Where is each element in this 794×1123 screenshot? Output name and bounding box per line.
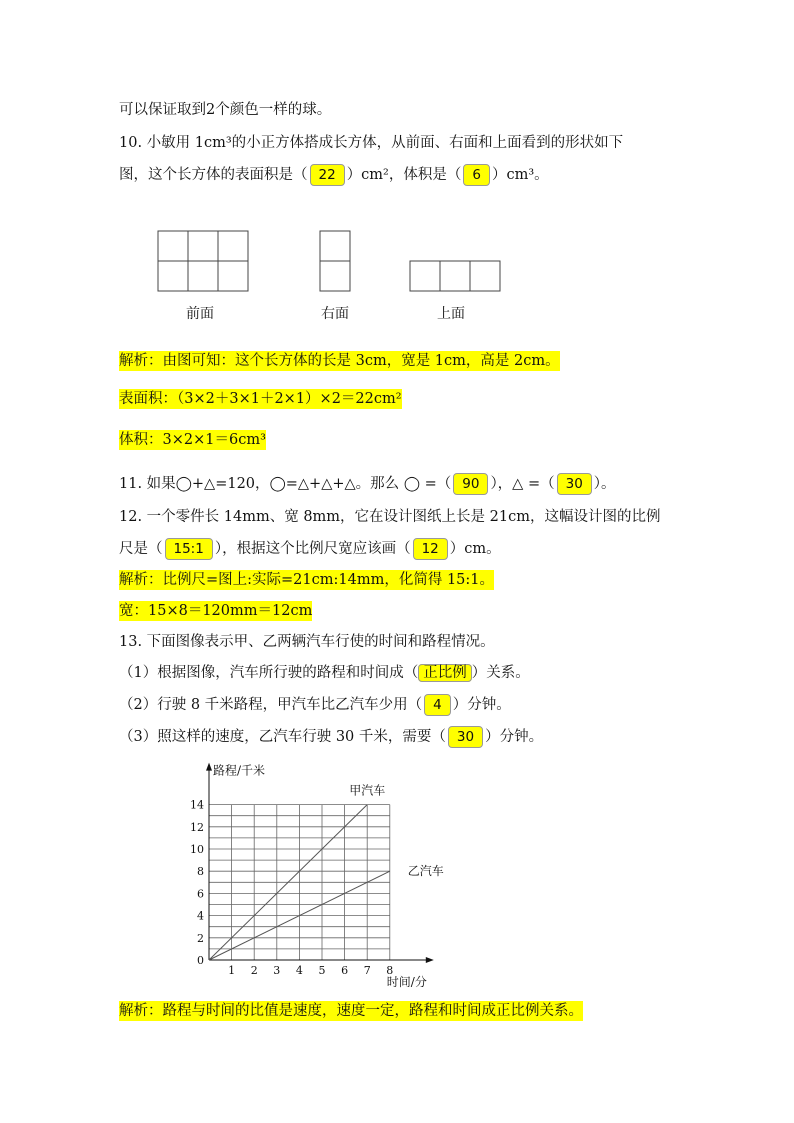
x-tick-label: 3 bbox=[273, 964, 281, 977]
q11-answer-circle: 90 bbox=[453, 473, 488, 495]
q13-part1-pre: （1）根据图像，汽车所行驶的路程和时间成（ bbox=[119, 665, 419, 681]
y-tick-label: 14 bbox=[190, 798, 204, 812]
y-tick-label: 4 bbox=[197, 909, 204, 923]
x-tick-label: 5 bbox=[318, 964, 326, 977]
right-view-label: 右面 bbox=[321, 306, 349, 322]
x-tick-label: 8 bbox=[386, 964, 394, 977]
q12-text-mid: ），根据这个比例尺宽应该画（ bbox=[214, 541, 411, 557]
q13-part2-pre: （2）行驶 8 千米路程，甲汽车比乙汽车少用（ bbox=[119, 697, 423, 713]
q10-text-post: ）cm³。 bbox=[491, 167, 549, 183]
intro-text: 可以保证取到2个颜色一样的球。 bbox=[119, 102, 332, 118]
series-label-yi: 乙汽车 bbox=[407, 864, 444, 879]
x-tick-label: 7 bbox=[363, 964, 371, 977]
q12-answer-width: 12 bbox=[413, 538, 448, 560]
x-tick-label: 2 bbox=[250, 964, 258, 977]
front-view-label: 前面 bbox=[186, 306, 214, 322]
y-axis-label: 路程/千米 bbox=[213, 763, 266, 778]
chart-axes bbox=[206, 763, 434, 963]
y-tick-label: 10 bbox=[190, 843, 204, 856]
q12-text-pre: 尺是（ bbox=[119, 541, 163, 557]
q10-analysis-volume: 体积：3×2×1＝6cm³ bbox=[119, 432, 266, 448]
q12-answer-scale: 15:1 bbox=[165, 538, 213, 560]
x-tick-label: 1 bbox=[228, 964, 236, 977]
q10-line1: 10. 小敏用 1cm³的小正方体搭成长方体，从前面、右面和上面看到的形状如下 bbox=[119, 135, 624, 151]
q13-analysis: 解析：路程与时间的比值是速度，速度一定，路程和时间成正比例关系。 bbox=[119, 1003, 583, 1019]
q13-part2-post: ）分钟。 bbox=[452, 697, 511, 713]
q10-analysis-surface: 表面积：（3×2＋3×1＋2×1）×2＝22cm² bbox=[119, 391, 402, 407]
q13-part2-answer: 4 bbox=[424, 694, 451, 716]
chart-labels bbox=[190, 763, 444, 989]
q13-part3-pre: （3）照这样的速度，乙汽车行驶 30 千米，需要（ bbox=[119, 729, 446, 745]
y-tick-label: 2 bbox=[197, 931, 204, 945]
q12-analysis-width: 宽：15×8＝120mm＝12cm bbox=[119, 603, 313, 619]
q13-part3-post: ）分钟。 bbox=[485, 729, 544, 745]
top-view-label: 上面 bbox=[437, 306, 465, 322]
q10-text-mid: ）cm²，体积是（ bbox=[346, 167, 462, 183]
x-tick-label: 4 bbox=[295, 964, 303, 977]
q13-part1-answer: 正比例 bbox=[418, 664, 472, 682]
series-label-jia: 甲汽车 bbox=[349, 783, 386, 798]
y-tick-label: 6 bbox=[197, 887, 204, 901]
q10-analysis-dimensions: 解析：由图可知：这个长方体的长是 3cm，宽是 1cm，高是 2cm。 bbox=[119, 353, 560, 369]
q11-text-mid: ），△ =（ bbox=[490, 476, 555, 492]
x-axis-label: 时间/分 bbox=[386, 975, 427, 989]
q13-part3-answer: 30 bbox=[448, 726, 483, 748]
q10-answer-surface: 22 bbox=[310, 164, 345, 186]
q13-part1-post: ）关系。 bbox=[471, 665, 530, 681]
q12-text-post: ）cm。 bbox=[449, 541, 501, 557]
y-axis-arrow bbox=[206, 763, 212, 771]
q12-line1: 12. 一个零件长 14mm、宽 8mm，它在设计图纸上长是 21cm，这幅设计图的比例 bbox=[119, 509, 661, 525]
q10-text-pre: 图，这个长方体的表面积是（ bbox=[119, 167, 308, 183]
x-tick-label: 6 bbox=[341, 964, 349, 977]
q11-text-post: ）。 bbox=[593, 476, 616, 492]
y-tick-label: 0 bbox=[197, 954, 204, 967]
q11-text-pre: 11. 如果◯+△=120，◯=△+△+△。那么 ◯ =（ bbox=[119, 476, 452, 492]
q12-analysis-scale: 解析：比例尺=图上:实际=21cm:14mm，化简得 15:1。 bbox=[119, 572, 495, 588]
x-axis-arrow bbox=[426, 957, 434, 963]
q13-intro: 13. 下面图像表示甲、乙两辆汽车行使的时间和路程情况。 bbox=[119, 634, 495, 650]
chart-grid bbox=[209, 805, 390, 960]
q11-answer-triangle: 30 bbox=[557, 473, 592, 495]
q10-answer-volume: 6 bbox=[463, 164, 490, 186]
y-tick-label: 12 bbox=[190, 820, 204, 834]
y-tick-label: 8 bbox=[197, 865, 204, 879]
